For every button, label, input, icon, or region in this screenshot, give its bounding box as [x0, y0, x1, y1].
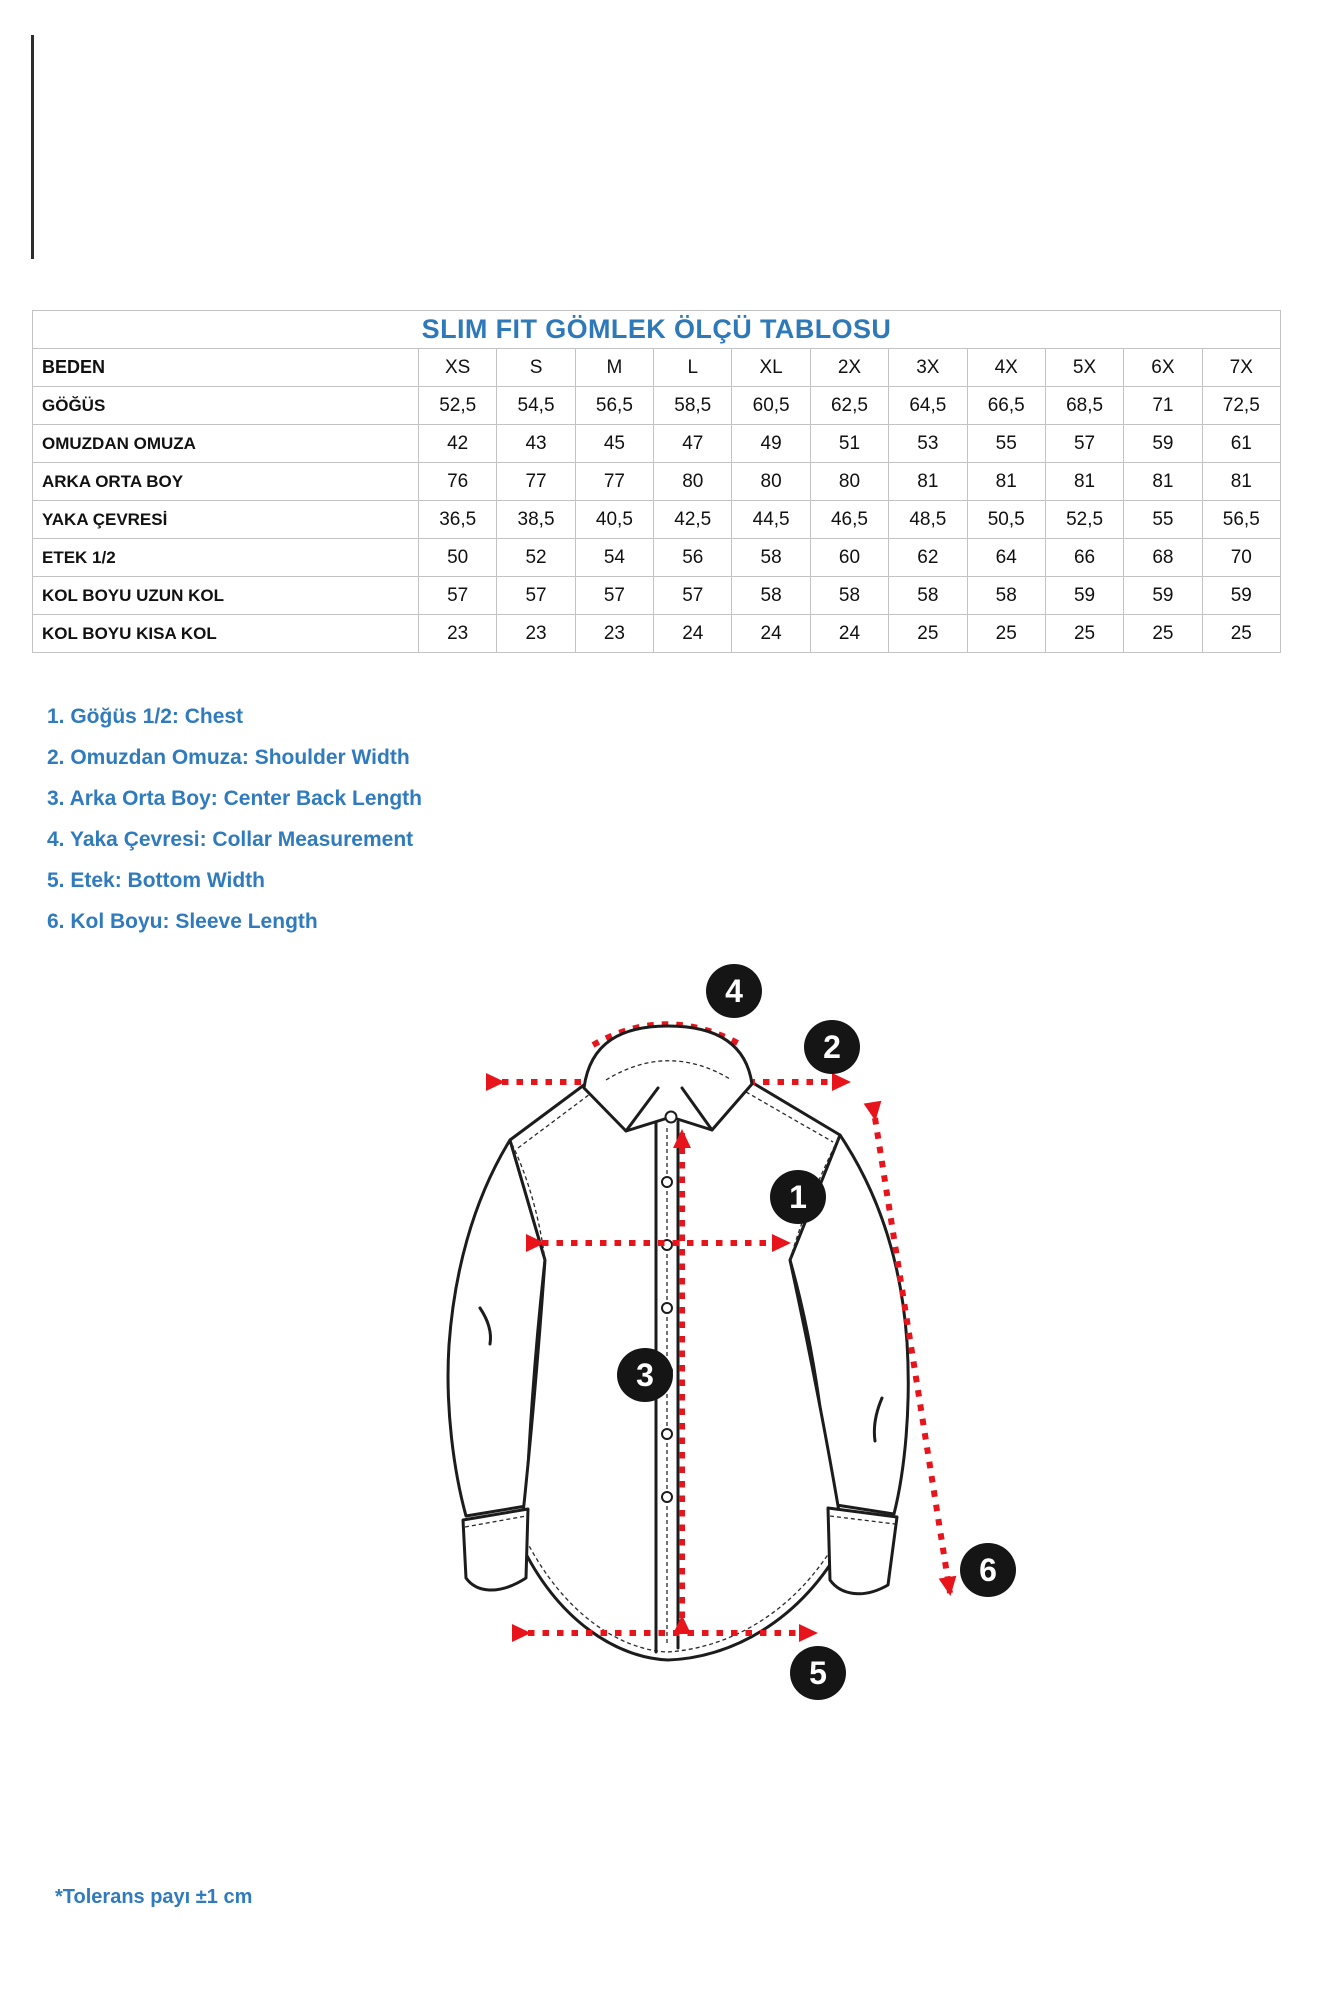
- svg-text:6: 6: [979, 1552, 997, 1588]
- measurement-cell: 51: [810, 425, 888, 463]
- size-col-M: M: [575, 349, 653, 387]
- measurement-cell: 81: [889, 463, 967, 501]
- right-cuff: [828, 1508, 897, 1594]
- row-label: OMUZDAN OMUZA: [33, 425, 419, 463]
- measurement-cell: 57: [1045, 425, 1123, 463]
- size-col-XS: XS: [419, 349, 497, 387]
- measurement-cell: 56,5: [575, 387, 653, 425]
- measurement-cell: 45: [575, 425, 653, 463]
- measurement-cell: 52: [497, 539, 575, 577]
- row-label: KOL BOYU UZUN KOL: [33, 577, 419, 615]
- measurement-cell: 64: [967, 539, 1045, 577]
- collar-button: [666, 1112, 677, 1123]
- measurement-cell: 80: [732, 463, 810, 501]
- measurement-cell: 58: [732, 577, 810, 615]
- measurement-cell: 57: [575, 577, 653, 615]
- table-title-row: [33, 311, 1281, 349]
- measurement-cell: 55: [1124, 501, 1202, 539]
- svg-text:2: 2: [823, 1029, 841, 1065]
- measurement-cell: 60,5: [732, 387, 810, 425]
- measurement-cell: 54: [575, 539, 653, 577]
- measurement-cell: 58: [889, 577, 967, 615]
- row-label: KOL BOYU KISA KOL: [33, 615, 419, 653]
- size-col-S: S: [497, 349, 575, 387]
- measurement-cell: 57: [419, 577, 497, 615]
- measurement-cell: 59: [1045, 577, 1123, 615]
- row-label: ARKA ORTA BOY: [33, 463, 419, 501]
- size-table-rows: [33, 387, 1281, 653]
- measurement-cell: 56,5: [1202, 501, 1280, 539]
- measurement-cell: 59: [1124, 577, 1202, 615]
- badge-5: [790, 1646, 846, 1700]
- legend-item: 2. Omuzdan Omuza: Shoulder Width: [47, 746, 410, 769]
- badge-4: [706, 964, 762, 1018]
- badge-6: [960, 1543, 1016, 1597]
- measurement-cell: 42: [419, 425, 497, 463]
- table-row: [33, 463, 1281, 501]
- measurement-cell: 77: [575, 463, 653, 501]
- measurement-cell: 66,5: [967, 387, 1045, 425]
- row-label: GÖĞÜS: [33, 387, 419, 425]
- measurement-cell: 76: [419, 463, 497, 501]
- size-col-4X: 4X: [967, 349, 1045, 387]
- measurement-cell: 58: [732, 539, 810, 577]
- measurement-cell: 24: [654, 615, 732, 653]
- size-header-row: [33, 349, 1281, 387]
- measurement-cell: 60: [810, 539, 888, 577]
- measurement-cell: 59: [1124, 425, 1202, 463]
- legend-item: 6. Kol Boyu: Sleeve Length: [47, 910, 318, 933]
- measurement-cell: 64,5: [889, 387, 967, 425]
- measurement-cell: 57: [654, 577, 732, 615]
- measurement-cell: 58: [810, 577, 888, 615]
- badge-2: [804, 1020, 860, 1074]
- table-row: [33, 539, 1281, 577]
- shirt-drawing: [448, 1054, 908, 1660]
- measurement-cell: 66: [1045, 539, 1123, 577]
- measurement-cell: 68,5: [1045, 387, 1123, 425]
- size-col-L: L: [654, 349, 732, 387]
- table-row: [33, 501, 1281, 539]
- measurement-cell: 42,5: [654, 501, 732, 539]
- measurement-cell: 72,5: [1202, 387, 1280, 425]
- size-col-2X: 2X: [810, 349, 888, 387]
- measurement-cell: 58: [967, 577, 1045, 615]
- legend-item: 1. Göğüs 1/2: Chest: [47, 705, 244, 728]
- svg-text:1: 1: [789, 1179, 807, 1215]
- measurement-cell: 40,5: [575, 501, 653, 539]
- measurement-cell: 81: [1202, 463, 1280, 501]
- measurement-cell: 81: [1124, 463, 1202, 501]
- legend-item: 3. Arka Orta Boy: Center Back Length: [47, 787, 422, 810]
- size-table: [32, 310, 1281, 653]
- measurement-cell: 77: [497, 463, 575, 501]
- measurement-cell: 53: [889, 425, 967, 463]
- measurement-cell: 58,5: [654, 387, 732, 425]
- page-edge-line: [31, 35, 34, 259]
- measurement-cell: 80: [810, 463, 888, 501]
- measurement-cell: 55: [967, 425, 1045, 463]
- measurement-cell: 23: [497, 615, 575, 653]
- row-label: ETEK 1/2: [33, 539, 419, 577]
- table-row: [33, 425, 1281, 463]
- size-col-3X: 3X: [889, 349, 967, 387]
- table-title: SLIM FIT GÖMLEK ÖLÇÜ TABLOSU: [33, 311, 1281, 349]
- row-label: YAKA ÇEVRESİ: [33, 501, 419, 539]
- measurement-cell: 71: [1124, 387, 1202, 425]
- measurement-cell: 48,5: [889, 501, 967, 539]
- measurement-cell: 50: [419, 539, 497, 577]
- measurement-cell: 25: [1045, 615, 1123, 653]
- size-col-7X: 7X: [1202, 349, 1280, 387]
- measurement-cell: 57: [497, 577, 575, 615]
- measurement-cell: 47: [654, 425, 732, 463]
- badge-1: [770, 1170, 826, 1224]
- size-col-6X: 6X: [1124, 349, 1202, 387]
- measurement-cell: 44,5: [732, 501, 810, 539]
- legend-item: 5. Etek: Bottom Width: [47, 869, 265, 892]
- measurement-cell: 70: [1202, 539, 1280, 577]
- measurement-cell: 23: [419, 615, 497, 653]
- measurement-cell: 46,5: [810, 501, 888, 539]
- measurement-cell: 61: [1202, 425, 1280, 463]
- measurement-cell: 25: [1202, 615, 1280, 653]
- measurement-cell: 80: [654, 463, 732, 501]
- measurement-cell: 81: [967, 463, 1045, 501]
- table-row: [33, 577, 1281, 615]
- svg-text:4: 4: [725, 973, 743, 1009]
- measurement-cell: 68: [1124, 539, 1202, 577]
- legend-item: 4. Yaka Çevresi: Collar Measurement: [47, 828, 414, 851]
- measurement-cell: 38,5: [497, 501, 575, 539]
- table-row: [33, 387, 1281, 425]
- measurement-cell: 23: [575, 615, 653, 653]
- measurement-cell: 25: [967, 615, 1045, 653]
- measurement-cell: 24: [810, 615, 888, 653]
- measurement-cell: 43: [497, 425, 575, 463]
- measurement-cell: 62,5: [810, 387, 888, 425]
- measurement-cell: 52,5: [419, 387, 497, 425]
- measurement-cell: 36,5: [419, 501, 497, 539]
- measurement-cell: 25: [1124, 615, 1202, 653]
- svg-text:3: 3: [636, 1357, 654, 1393]
- measurement-cell: 54,5: [497, 387, 575, 425]
- measurement-cell: 59: [1202, 577, 1280, 615]
- measurement-cell: 56: [654, 539, 732, 577]
- measurement-cell: 62: [889, 539, 967, 577]
- shirt-diagram: [360, 930, 1020, 1710]
- collar: [584, 1026, 752, 1131]
- measurement-cell: 50,5: [967, 501, 1045, 539]
- tolerance-note: *Tolerans payı ±1 cm: [55, 1886, 253, 1908]
- size-col-5X: 5X: [1045, 349, 1123, 387]
- measurement-cell: 52,5: [1045, 501, 1123, 539]
- table-row: [33, 615, 1281, 653]
- svg-text:5: 5: [809, 1655, 827, 1691]
- measurement-cell: 49: [732, 425, 810, 463]
- size-col-XL: XL: [732, 349, 810, 387]
- measurement-cell: 24: [732, 615, 810, 653]
- measurement-legend: [47, 696, 422, 942]
- measurement-cell: 25: [889, 615, 967, 653]
- measurement-cell: 81: [1045, 463, 1123, 501]
- badge-3: [617, 1348, 673, 1402]
- header-label: BEDEN: [33, 349, 419, 387]
